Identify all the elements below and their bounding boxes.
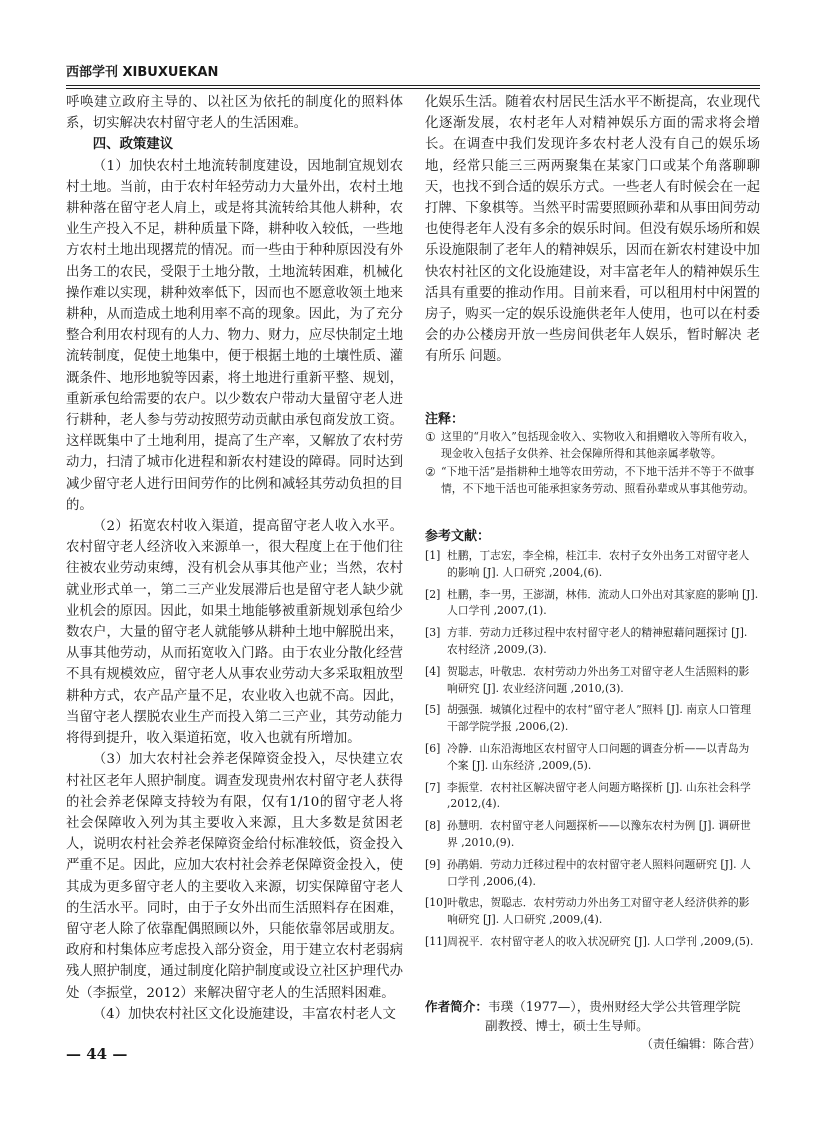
page-header bbox=[66, 64, 760, 84]
note-mark: ② bbox=[425, 465, 436, 479]
right-column bbox=[425, 92, 760, 368]
reference-number: [5] bbox=[425, 703, 441, 717]
reference-number: [3] bbox=[425, 626, 441, 640]
header-rule bbox=[66, 85, 760, 86]
paragraph: （1）加快农村土地流转制度建设，因地制宜规划农村土地。当前，由于农村年轻劳动力大量外出，农村土地耕种落在留守老人肩上，或是将其流转给其他人耕种，农业生产投入不足，耕种质量下降，耕种收入较低，一些地方农村土地出现撂荒的情况。而一些由于种种原因没有外出务工的农民，受限于土地分散，土地流转困难，机械化操作难以实现，耕种效率低下，因而也不愿意收领土地来耕种，从而造成土地利用率不高的现象。因此，为了充分整合利用农村现有的人力、物力、财力，应尽快制定土地流转制度，促使土地集中，便于根据土地的土壤性质、灌溉条件、地形地貌等因素，将土地进行重新平整、规划，重新承包给需要的农户。以少数农户带动大量留守老人进行耕种，老人参与劳动按照劳动贡献由承包商发放工资。这样既集中了土地利用，提高了生产率，又解放了农村劳动力，扫清了城市化进程和新农村建设的障碍。同时达到减少留守老人进行田间劳作的比例和减轻其劳动负担的目的。 bbox=[66, 158, 403, 513]
reference-item bbox=[425, 625, 760, 659]
reference-item bbox=[425, 664, 760, 698]
left-column bbox=[66, 92, 403, 1025]
reference-text: 贺聪志，叶敬忠．农村劳动力外出务工对留守老人生活照料的影响研究 [J]. 农业经济问题 ,2010,(3). bbox=[447, 664, 750, 695]
note-item bbox=[425, 429, 760, 462]
reference-text: 方菲．劳动力迁移过程中农村留守老人的精神慰藉问题探讨 [J]. 农村经济 ,2009,(3). bbox=[447, 626, 748, 656]
section-heading: 四、政策建议 bbox=[92, 136, 174, 153]
reference-item bbox=[425, 934, 760, 951]
reference-text: 冷静．山东沿海地区农村留守人口问题的调查分析——以青岛为个案 [J]. 山东经济 ,2009,(5). bbox=[447, 741, 750, 772]
reference-number: [1] bbox=[425, 549, 441, 562]
reference-item bbox=[425, 548, 760, 582]
note-item bbox=[425, 464, 760, 497]
reference-text: 周祝平．农村留守老人的收入状况研究 [J]. 人口学刊 ,2009,(5). bbox=[447, 934, 754, 948]
reference-text: 孙慧明．农村留守老人问题探析——以豫东农村为例 [J]. 调研世界 ,2010,(9). bbox=[447, 819, 751, 849]
paragraph: 化娱乐生活。随着农村居民生活水平不断提高，农业现代化逐渐发展，农村老年人对精神娱乐方面的需求将会增长。在调查中我们发现许多农村老人没有自己的娱乐场地，经常只能三三两两聚集在某家门口或某个角落聊聊天，也找不到合适的娱乐方式。一些老人有时候会在一起打牌、下象棋等。当然平时需要照顾孙辈和从事田间劳动也使得老年人没有多余的娱乐时间。但没有娱乐场所和娱乐设施限制了老年人的精神娱乐，因而在新农村建设中加快农村社区的文化设施建设，对丰富老年人的精神娱乐生活具有重要的推动作用。目前来看，可以租用村中闲置的房子，购买一定的娱乐设施供老年人使用，也可以在村委会的办公楼房开放一些房间供老年人娱乐，暂时解决 老有所乐 问题。 bbox=[425, 95, 760, 365]
paragraph: 呼唤建立政府主导的、以社区为依托的制度化的照料体系，切实解决农村留守老人的生活困难。 bbox=[66, 95, 403, 132]
reference-item bbox=[425, 818, 760, 852]
reference-text: 孙鹃娟．劳动力迁移过程中的农村留守老人照料问题研究 [J]. 人口学刊 ,2006,(4). bbox=[447, 857, 751, 888]
notes-section bbox=[425, 408, 760, 497]
author-label: 作者简介： bbox=[425, 999, 488, 1014]
author-line-2: 副教授、博士，硕士生导师。 bbox=[485, 1018, 649, 1033]
author-bio bbox=[425, 997, 760, 1035]
reference-text: 胡强强．城镇化过程中的农村“留守老人”照料 [J]. 南京人口管理干部学院学报 ,2006,(2). bbox=[447, 703, 752, 734]
reference-number: [6] bbox=[425, 741, 441, 755]
reference-item bbox=[425, 895, 760, 929]
references-section bbox=[425, 525, 760, 956]
reference-text: 杜鹏，丁志宏，李全棉，桂江丰．农村子女外出务工对留守老人的影响 [J]. 人口研究 ,2004,(6). bbox=[447, 549, 750, 579]
reference-text: 叶敬忠，贺聪志．农村劳动力外出务工对留守老人经济供养的影响研究 [J]. 人口研究 ,2009,(4). bbox=[447, 896, 750, 927]
reference-number: [11] bbox=[425, 934, 448, 948]
note-text: “下地干活”是指耕种土地等农田劳动，不下地干活并不等于不做事情，不下地干活也可能承担家务劳动、照看孙辈或从事其他劳动。 bbox=[441, 465, 755, 495]
references-list bbox=[425, 548, 760, 951]
paragraph: （4）加快农村社区文化设施建设，丰富农村老人文 bbox=[92, 1006, 396, 1022]
reference-number: [2] bbox=[425, 587, 441, 601]
header-rule-thin bbox=[66, 88, 760, 89]
note-text: 这里的“月收入”包括现金收入、实物收入和捐赠收入等所有收入，现金收入包括子女供养、社会保障所得和其他亲属孝敬等。 bbox=[441, 430, 755, 460]
reference-item bbox=[425, 702, 760, 736]
reference-item bbox=[425, 587, 760, 621]
page-number: — 44 — bbox=[66, 1045, 128, 1063]
notes-label: 注释： bbox=[425, 412, 465, 427]
journal-title: 西部学刊 XIBUXUEKAN bbox=[66, 65, 219, 80]
author-line-1: 韦璞（1977—），贵州财经大学公共管理学院 bbox=[487, 999, 741, 1014]
reference-text: 李振堂．农村社区解决留守老人问题方略探析 [J]. 山东社会科学 ,2012,(4). bbox=[447, 780, 751, 811]
reference-number: [10] bbox=[425, 896, 448, 910]
responsible-editor: （责任编辑：陈合营） bbox=[640, 1037, 761, 1051]
references-label: 参考文献： bbox=[425, 529, 491, 544]
reference-text: 杜鹏，李一男，王澎湖，林伟．流动人口外出对其家庭的影响 [J]. 人口学刊 ,2007,(1). bbox=[447, 587, 759, 618]
notes-list bbox=[425, 429, 760, 497]
reference-item bbox=[425, 857, 760, 891]
reference-item bbox=[425, 741, 760, 775]
reference-number: [7] bbox=[425, 780, 441, 794]
paragraph: （3）加大农村社会养老保障资金投入，尽快建立农村社区老年人照护制度。调查发现贵州农村留守老人获得的社会养老保障支持较为有限，仅有1/10的留守老人将社会保障收入列为其主要收入来源，且大多数是贫困老人，说明农村社会养老保障资金给付标准较低，资金投入严重不足。因此，应加大农村社会养老保障资金投入，使其成为更多留守老人的主要收入来源，切实保障留守老人的生活水平。同时，由于子女外出而生活照料存在困难，留守老人除了依靠配偶照顾以外，只能依靠邻居或朋友。政府和村集体应考虑投入部分资金，用于建立农村老弱病残人照护制度，通过制度化陪护制度或设立社区护理代办处（李振堂，2012）来解决留守老人的生活照料困难。 bbox=[66, 752, 403, 1001]
note-mark: ① bbox=[425, 430, 436, 444]
reference-item bbox=[425, 780, 760, 814]
paragraph: （2）拓宽农村收入渠道，提高留守老人收入水平。农村留守老人经济收入来源单一，很大程度上在于他们往往被农业劳动束缚，没有机会从事其他产业；当然，农村就业形式单一，第二三产业发展滞后也是留守老人缺少就业机会的原因。因此，如果土地能够被重新规划承包给少数农户，大量的留守老人就能够从耕种土地中解脱出来，从事其他劳动，从而拓宽收入门路。由于农业分散化经营不具有规模效应，留守老人从事农业劳动大多采取粗放型耕种方式，农产品产量不足，农业收入也就不高。因此，当留守老人摆脱农业生产而投入第二三产业，其劳动能力将得到提升，收入渠道拓宽，收入也就有所增加。 bbox=[66, 519, 403, 747]
reference-number: [8] bbox=[425, 819, 441, 833]
reference-number: [9] bbox=[425, 857, 441, 871]
reference-number: [4] bbox=[425, 664, 441, 678]
